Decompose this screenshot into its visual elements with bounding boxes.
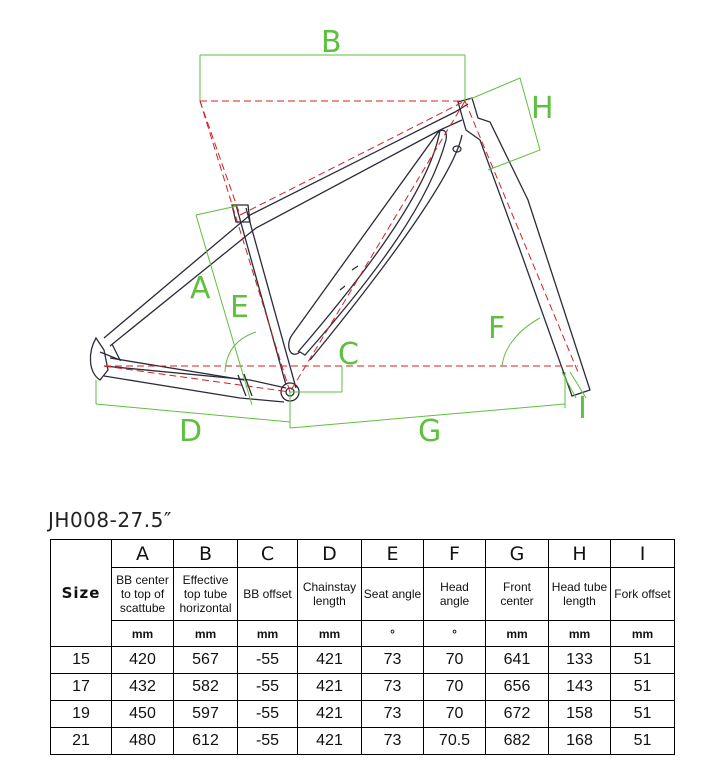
value-cell: 480 — [112, 728, 174, 755]
column-letter: G — [486, 540, 549, 568]
column-description-row — [51, 568, 675, 621]
value-cell: 421 — [298, 674, 362, 701]
size-cell: 21 — [51, 728, 112, 755]
column-letter: F — [424, 540, 486, 568]
value-cell: 656 — [486, 674, 549, 701]
value-cell: 168 — [549, 728, 611, 755]
column-letter: I — [611, 540, 675, 568]
value-cell: 133 — [549, 647, 611, 674]
value-cell: 682 — [486, 728, 549, 755]
value-cell: 70 — [424, 674, 486, 701]
dim-label-b: B — [321, 25, 342, 60]
table-row — [51, 647, 675, 674]
column-unit: mm — [298, 621, 362, 647]
value-cell: -55 — [238, 728, 298, 755]
value-cell: 641 — [486, 647, 549, 674]
column-unit: mm — [174, 621, 238, 647]
column-unit: ° — [362, 621, 424, 647]
value-cell: 450 — [112, 701, 174, 728]
column-description: Front center — [486, 568, 549, 621]
table-row — [51, 674, 675, 701]
dim-label-a: A — [190, 271, 211, 306]
size-cell: 15 — [51, 647, 112, 674]
dim-label-h: H — [531, 91, 554, 126]
value-cell: 158 — [549, 701, 611, 728]
value-cell: 421 — [298, 647, 362, 674]
column-description: BB center to top of scattube — [112, 568, 174, 621]
dim-label-g: G — [418, 414, 442, 449]
size-cell: 19 — [51, 701, 112, 728]
table-row — [51, 728, 675, 755]
dim-label-d: D — [179, 414, 203, 449]
column-description: Fork offset — [611, 568, 675, 621]
column-unit: mm — [611, 621, 675, 647]
table-row — [51, 701, 675, 728]
column-description: Effective top tube horizontal — [174, 568, 238, 621]
column-description: Head angle — [424, 568, 486, 621]
geometry-table — [50, 539, 675, 755]
column-unit: mm — [486, 621, 549, 647]
column-letter: C — [238, 540, 298, 568]
value-cell: -55 — [238, 647, 298, 674]
value-cell: 612 — [174, 728, 238, 755]
size-cell: 17 — [51, 674, 112, 701]
value-cell: 582 — [174, 674, 238, 701]
value-cell: 73 — [362, 728, 424, 755]
dim-label-e: E — [230, 290, 249, 325]
value-cell: 143 — [549, 674, 611, 701]
column-letter: E — [362, 540, 424, 568]
value-cell: 73 — [362, 701, 424, 728]
model-title: JH008-27.5″ — [48, 508, 172, 532]
column-description: BB offset — [238, 568, 298, 621]
column-letter: A — [112, 540, 174, 568]
value-cell: 672 — [486, 701, 549, 728]
value-cell: 51 — [611, 674, 675, 701]
value-cell: 51 — [611, 728, 675, 755]
value-cell: 70 — [424, 647, 486, 674]
value-cell: -55 — [238, 674, 298, 701]
value-cell: -55 — [238, 701, 298, 728]
column-letter: B — [174, 540, 238, 568]
dim-label-i: I — [578, 391, 587, 426]
column-unit: mm — [549, 621, 611, 647]
value-cell: 421 — [298, 701, 362, 728]
value-cell: 420 — [112, 647, 174, 674]
size-header: Size — [51, 540, 112, 647]
value-cell: 73 — [362, 674, 424, 701]
column-letter: H — [549, 540, 611, 568]
column-unit: mm — [112, 621, 174, 647]
column-description: Head tube length — [549, 568, 611, 621]
value-cell: 51 — [611, 647, 675, 674]
value-cell: 597 — [174, 701, 238, 728]
dim-label-f: F — [488, 311, 506, 346]
value-cell: 73 — [362, 647, 424, 674]
value-cell: 70.5 — [424, 728, 486, 755]
value-cell: 567 — [174, 647, 238, 674]
column-description: Chainstay length — [298, 568, 362, 621]
column-unit-row — [51, 621, 675, 647]
value-cell: 421 — [298, 728, 362, 755]
column-unit: ° — [424, 621, 486, 647]
value-cell: 51 — [611, 701, 675, 728]
column-letter-row — [51, 540, 675, 568]
dim-label-c: C — [338, 337, 359, 372]
value-cell: 70 — [424, 701, 486, 728]
column-unit: mm — [238, 621, 298, 647]
value-cell: 432 — [112, 674, 174, 701]
column-description: Seat angle — [362, 568, 424, 621]
column-letter: D — [298, 540, 362, 568]
